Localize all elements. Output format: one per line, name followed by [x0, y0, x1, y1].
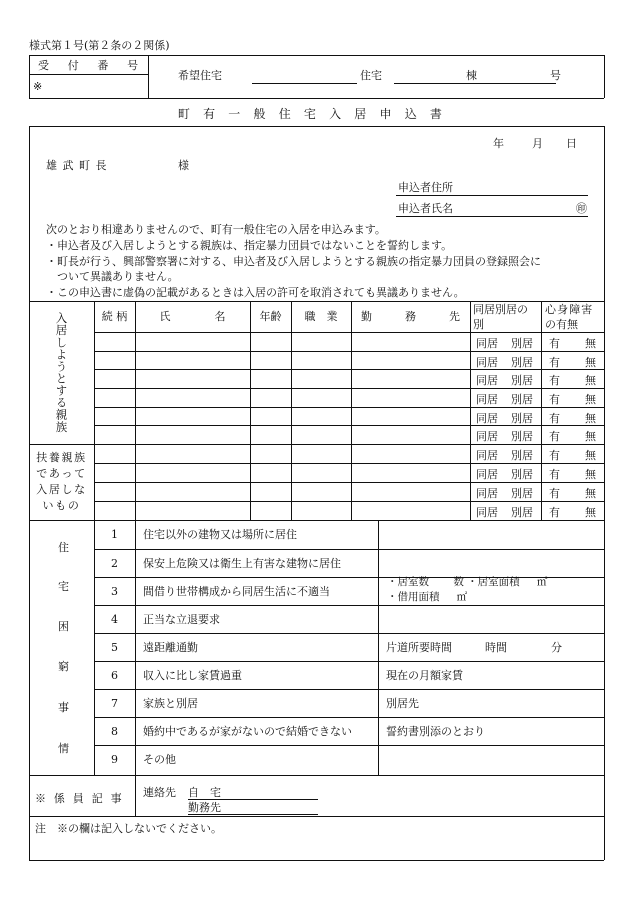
- hardship-label-char: 事: [58, 701, 69, 714]
- header-cohabit: 同居別居の: [473, 303, 528, 316]
- desired-building-suffix: 棟: [466, 69, 477, 82]
- contact-work-label: 勤務先: [188, 801, 221, 814]
- disability-option-no[interactable]: 無: [585, 430, 596, 443]
- disability-option-no[interactable]: 無: [585, 449, 596, 462]
- disability-option-no[interactable]: 無: [585, 487, 596, 500]
- cohabit-option-separate[interactable]: 別居: [511, 356, 533, 369]
- disability-option-yes[interactable]: 有: [549, 430, 560, 443]
- statement-line: ・町長が行う、興部警察署に対する、申込者及び入居しようとする親族の指定暴力団員の登録照会に: [46, 255, 541, 268]
- disability-option-yes[interactable]: 有: [549, 337, 560, 350]
- hardship-item[interactable]: 収入に比し家賃過重: [143, 669, 242, 682]
- hardship-detail: 片道所要時間 時間 分: [386, 641, 562, 654]
- residents-label: 入居しようとする親族: [54, 312, 69, 433]
- header-disability-2: の有無: [545, 318, 578, 331]
- cohabit-option-same[interactable]: 同居: [476, 393, 498, 406]
- reception-number-label: 受 付 番 号: [38, 59, 142, 72]
- disability-option-no[interactable]: 無: [585, 356, 596, 369]
- date-day: 日: [566, 137, 577, 150]
- header-relation: 続 柄: [101, 310, 128, 323]
- cohabit-option-separate[interactable]: 別居: [511, 430, 533, 443]
- hardship-number: 3: [111, 585, 118, 598]
- disability-option-no[interactable]: 無: [585, 337, 596, 350]
- hardship-number: 8: [111, 725, 118, 738]
- hardship-label-char: 情: [58, 742, 69, 755]
- addressee-honorific: 様: [178, 159, 189, 172]
- applicant-name-label: 申込者氏名: [398, 202, 453, 215]
- disability-option-yes[interactable]: 有: [549, 487, 560, 500]
- desired-building-line[interactable]: [394, 83, 556, 84]
- cohabit-option-same[interactable]: 同居: [476, 487, 498, 500]
- applicant-name-line[interactable]: [396, 216, 588, 217]
- hardship-label-char: 宅: [58, 580, 69, 593]
- statement-line: ついて異議ありません。: [46, 270, 179, 283]
- hardship-number: 4: [111, 613, 118, 626]
- cohabit-option-same[interactable]: 同居: [476, 412, 498, 425]
- lease-area-detail: ・借用面積 ㎡: [387, 591, 468, 603]
- desired-house-label: 希望住宅: [178, 69, 222, 82]
- hardship-number: 5: [111, 641, 118, 654]
- staff-notes-label: ※ 係 員 記 事: [35, 792, 124, 805]
- hardship-detail: 別居先: [386, 697, 419, 710]
- header-job: 職 業: [304, 310, 338, 323]
- hardship-number: 6: [111, 669, 118, 682]
- hardship-item[interactable]: 間借り世帯構成から同居生活に不適当: [143, 585, 330, 598]
- document-title: 町有一般住宅入居申込書: [177, 107, 456, 121]
- disability-option-no[interactable]: 無: [585, 412, 596, 425]
- reception-mark: ※: [33, 80, 43, 93]
- cohabit-option-separate[interactable]: 別居: [511, 487, 533, 500]
- header-cohabit-2: 別: [473, 318, 484, 331]
- header-disability: 心身障害: [545, 303, 594, 316]
- disability-option-yes[interactable]: 有: [549, 449, 560, 462]
- hardship-number: 1: [111, 528, 118, 541]
- hardship-item[interactable]: 正当な立退要求: [143, 613, 220, 626]
- footnote: 注 ※の欄は記入しないでください。: [35, 822, 222, 835]
- hardship-detail: 現在の月額家賃: [386, 669, 463, 682]
- hardship-label-char: 住: [58, 541, 69, 554]
- statement-line: ・この申込書に虚偽の記載があるときは入居の許可を取消されても異議ありません。: [46, 286, 465, 299]
- disability-option-yes[interactable]: 有: [549, 412, 560, 425]
- contact-work-line[interactable]: [188, 814, 318, 815]
- hardship-item[interactable]: 家族と別居: [143, 697, 198, 710]
- desired-house-name-line[interactable]: [252, 83, 357, 84]
- contact-home-label: 自 宅: [188, 786, 221, 799]
- seal-mark: ㊞: [576, 202, 587, 215]
- hardship-item[interactable]: 遠距離通勤: [143, 641, 198, 654]
- statement-line: 次のとおり相違ありませんので、町有一般住宅の入居を申込みます。: [46, 223, 386, 236]
- disability-option-yes[interactable]: 有: [549, 356, 560, 369]
- room-count-detail: ・居室数 数 ・居室面積 ㎡: [387, 576, 548, 588]
- header-age: 年齢: [259, 310, 282, 323]
- desired-house-suffix: 住宅: [360, 69, 382, 82]
- cohabit-option-separate[interactable]: 別居: [511, 449, 533, 462]
- cohabit-option-separate[interactable]: 別居: [511, 506, 533, 519]
- hardship-number: 2: [111, 557, 118, 570]
- disability-option-no[interactable]: 無: [585, 393, 596, 406]
- disability-option-no[interactable]: 無: [585, 468, 596, 481]
- hardship-item[interactable]: 保安上危険又は衛生上有害な建物に居住: [143, 557, 341, 570]
- hardship-label-char: 困: [58, 620, 69, 633]
- disability-option-no[interactable]: 無: [585, 374, 596, 387]
- dependents-label-line: 扶養親族: [36, 451, 87, 464]
- applicant-address-label: 申込者住所: [398, 181, 453, 194]
- applicant-address-line[interactable]: [396, 195, 588, 196]
- date-month: 月: [532, 137, 543, 150]
- cohabit-option-separate[interactable]: 別居: [511, 337, 533, 350]
- date-year: 年: [493, 137, 504, 150]
- hardship-item[interactable]: 住宅以外の建物又は場所に居住: [143, 528, 297, 541]
- dependents-label-line: 入居しな: [36, 483, 87, 496]
- disability-option-no[interactable]: 無: [585, 506, 596, 519]
- dependents-label-line: であって: [36, 467, 87, 480]
- statement-line: ・申込者及び入居しようとする親族は、指定暴力団員ではないことを誓約します。: [46, 239, 453, 252]
- cohabit-option-same[interactable]: 同居: [476, 468, 498, 481]
- disability-option-yes[interactable]: 有: [549, 393, 560, 406]
- cohabit-option-separate[interactable]: 別居: [511, 393, 533, 406]
- cohabit-option-same[interactable]: 同居: [476, 449, 498, 462]
- disability-option-yes[interactable]: 有: [549, 506, 560, 519]
- form-number: 様式第１号(第２条の２関係): [29, 39, 170, 52]
- header-workplace: 勤 務 先: [361, 310, 460, 323]
- dependents-label-line: いもの: [42, 499, 81, 512]
- hardship-number: 9: [111, 753, 118, 766]
- cohabit-option-separate[interactable]: 別居: [511, 374, 533, 387]
- hardship-item[interactable]: 婚約中であるが家がないので結婚できない: [143, 725, 352, 738]
- cohabit-option-separate[interactable]: 別居: [511, 468, 533, 481]
- hardship-detail: 誓約書別添のとおり: [386, 725, 485, 738]
- cohabit-option-same[interactable]: 同居: [476, 506, 498, 519]
- header-name: 氏 名: [159, 310, 226, 323]
- disability-option-yes[interactable]: 有: [549, 468, 560, 481]
- addressee-name: 雄武町長: [46, 159, 112, 172]
- contact-home-line[interactable]: [188, 799, 318, 800]
- cohabit-option-separate[interactable]: 別居: [511, 412, 533, 425]
- cohabit-option-same[interactable]: 同居: [476, 374, 498, 387]
- hardship-label-char: 窮: [58, 660, 69, 673]
- contact-label: 連絡先: [143, 786, 176, 799]
- hardship-number: 7: [111, 697, 118, 710]
- desired-number-suffix: 号: [550, 69, 561, 82]
- cohabit-option-same[interactable]: 同居: [476, 430, 498, 443]
- cohabit-option-same[interactable]: 同居: [476, 337, 498, 350]
- disability-option-yes[interactable]: 有: [549, 374, 560, 387]
- cohabit-option-same[interactable]: 同居: [476, 356, 498, 369]
- hardship-item[interactable]: その他: [143, 753, 176, 766]
